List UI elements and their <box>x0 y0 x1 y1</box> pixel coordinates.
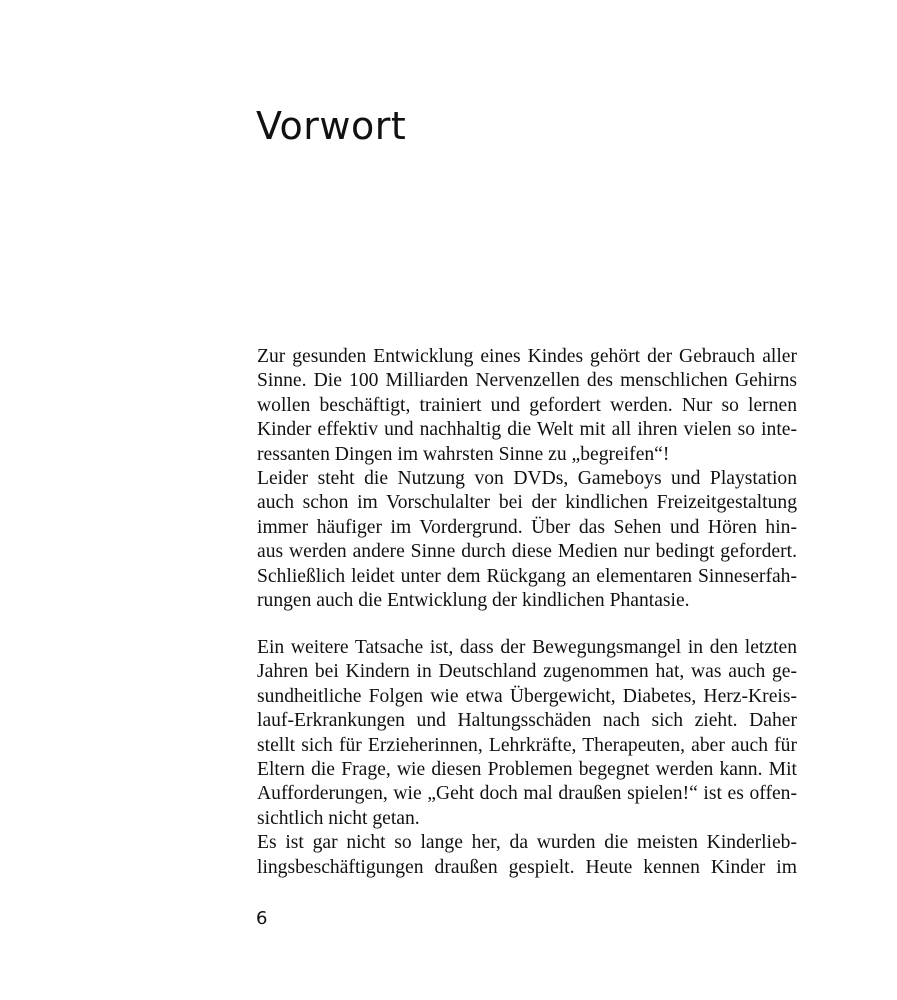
text-line: immer häufiger im Vordergrund. Über das Sehen und Hören hin- <box>257 516 797 538</box>
text-line: Aufforderungen, wie „Geht doch mal draußen spielen!“ ist es offen- <box>257 783 797 805</box>
text-line: Zur gesunden Entwicklung eines Kindes gehört der Gebrauch aller <box>257 346 797 367</box>
text-line: Es ist gar nicht so lange her, da wurden die meisten Kinderlieb- <box>257 832 797 854</box>
text-line: sichtlich nicht getan. <box>257 807 420 829</box>
text-line: ressanten Dingen im wahrsten Sinne zu „begreifen“! <box>257 443 670 465</box>
text-line: Leider steht die Nutzung von DVDs, Gameboys und Playstation <box>257 467 797 489</box>
page-title: Vorwort <box>256 104 407 148</box>
text-line: aus werden andere Sinne durch diese Medien nur bedingt gefordert. <box>257 541 797 563</box>
text-line: sundheitliche Folgen wie etwa Übergewicht, Diabetes, Herz-Kreis- <box>257 685 797 707</box>
text-line: Kinder effektiv und nachhaltig die Welt mit all ihren vielen so inte- <box>257 419 797 441</box>
text-line: Schließlich leidet unter dem Rückgang an elementaren Sinneserfah- <box>257 565 797 587</box>
text-line: rungen auch die Entwicklung der kindlichen Phantasie. <box>257 589 690 611</box>
text-line: Sinne. Die 100 Milliarden Nervenzellen des menschlichen Gehirns <box>257 370 797 392</box>
text-line: stellt sich für Erzieherinnen, Lehrkräfte, Therapeuten, aber auch für <box>257 734 797 756</box>
text-line: wollen beschäftigt, trainiert und gefordert werden. Nur so lernen <box>257 394 797 416</box>
text-line: auch schon im Vorschulalter bei der kindlichen Freizeitgestaltung <box>257 492 797 514</box>
paragraph-2 <box>257 636 797 880</box>
text-line: lauf-Erkrankungen und Haltungsschäden nach sich zieht. Daher <box>257 710 797 732</box>
text-line: Eltern die Frage, wie diesen Problemen begegnet werden kann. Mit <box>257 758 797 780</box>
page-number: 6 <box>256 908 268 929</box>
text-line: Jahren bei Kindern in Deutschland zugenommen hat, was auch ge- <box>257 661 797 683</box>
text-line: Ein weitere Tatsache ist, dass der Bewegungsmangel in den letzten <box>257 637 797 658</box>
paragraph-1 <box>257 345 797 613</box>
text-line: lingsbeschäftigungen draußen gespielt. Heute kennen Kinder im <box>257 856 797 878</box>
